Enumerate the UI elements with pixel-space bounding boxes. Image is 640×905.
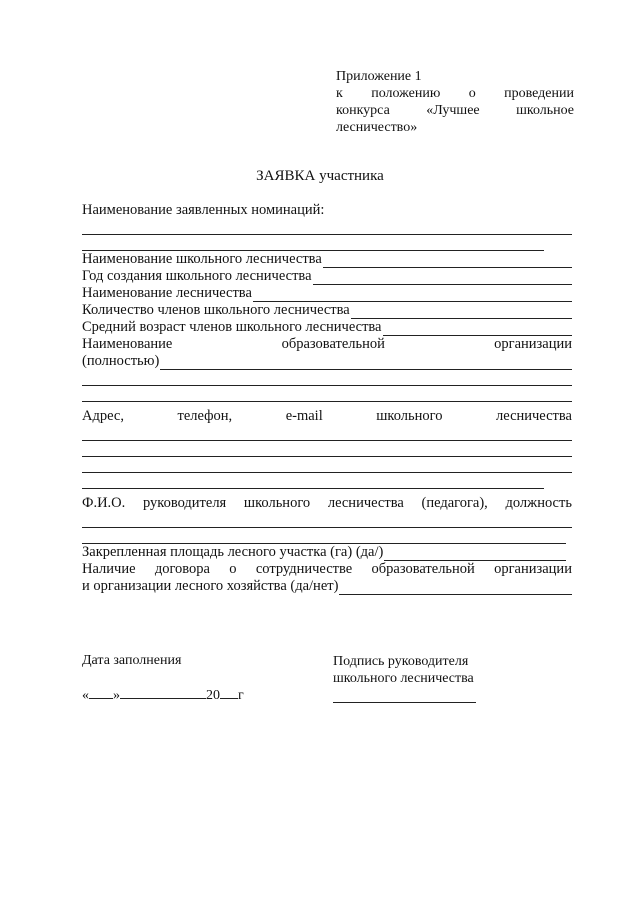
area-field[interactable]: Закрепленная площадь лесного участка (га) (да/) (82, 544, 572, 561)
appendix-number: Приложение 1 (336, 69, 422, 84)
year-created-field[interactable]: Год создания школьного лесничества (82, 268, 572, 285)
members-count-blank[interactable] (351, 305, 572, 319)
form-body (82, 202, 572, 595)
month-blank[interactable] (120, 686, 206, 699)
fill-date-field[interactable]: « » 20 г (82, 688, 244, 703)
agreement-blank[interactable] (339, 581, 572, 595)
nominations-label: Наименование заявленных номинаций: (82, 202, 325, 218)
average-age-field[interactable]: Средний возраст членов школьного лесничества (82, 319, 572, 336)
forestry-name-blank[interactable] (253, 288, 572, 302)
head-label: Ф.И.О. руководителя школьного лесничества (педагога), должность (82, 495, 572, 511)
org-name-blank[interactable] (160, 356, 572, 370)
nominations-blank-2[interactable] (82, 235, 544, 251)
average-age-blank[interactable] (383, 322, 573, 336)
agreement-field[interactable]: и организации лесного хозяйства (да/нет) (82, 578, 572, 595)
nominations-blank-1[interactable] (82, 219, 572, 235)
address-blank-4[interactable] (82, 473, 544, 489)
address-blank-3[interactable] (82, 457, 572, 473)
org-name-blank-3[interactable] (82, 386, 572, 402)
forestry-name-field[interactable]: Наименование лесничества (82, 285, 572, 302)
address-label: Адрес, телефон, e-mail школьного лесничества (82, 408, 572, 424)
org-name-field[interactable]: (полностью) (82, 353, 572, 370)
school-forestry-name-field[interactable]: Наименование школьного лесничества (82, 251, 572, 268)
org-name-blank-2[interactable] (82, 370, 572, 386)
head-blank-2[interactable] (82, 528, 566, 544)
members-count-field[interactable]: Количество членов школьного лесничества (82, 302, 572, 319)
agreement-label: Наличие договора о сотрудничестве образовательной организации (82, 561, 572, 577)
year-created-blank[interactable] (313, 271, 572, 285)
year-blank[interactable] (220, 686, 238, 699)
day-blank[interactable] (89, 686, 113, 699)
appendix-line-3: конкурса «Лучшее школьное (336, 103, 575, 118)
address-blank-1[interactable] (82, 425, 572, 441)
signature-label: Подпись руководителя школьного лесничества (333, 654, 474, 686)
org-name-label: Наименование образовательной организации (82, 336, 572, 352)
head-blank-1[interactable] (82, 512, 572, 528)
appendix-header (336, 68, 574, 136)
signature-blank[interactable] (333, 702, 476, 703)
appendix-line-2: к положению о проведении (336, 86, 574, 101)
area-blank[interactable] (384, 547, 566, 561)
appendix-line-4: лесничество» (336, 120, 418, 135)
fill-date-label: Дата заполнения (82, 653, 182, 668)
school-forestry-name-blank[interactable] (323, 254, 572, 268)
form-title: ЗАЯВКА участника (256, 168, 384, 184)
address-blank-2[interactable] (82, 441, 572, 457)
